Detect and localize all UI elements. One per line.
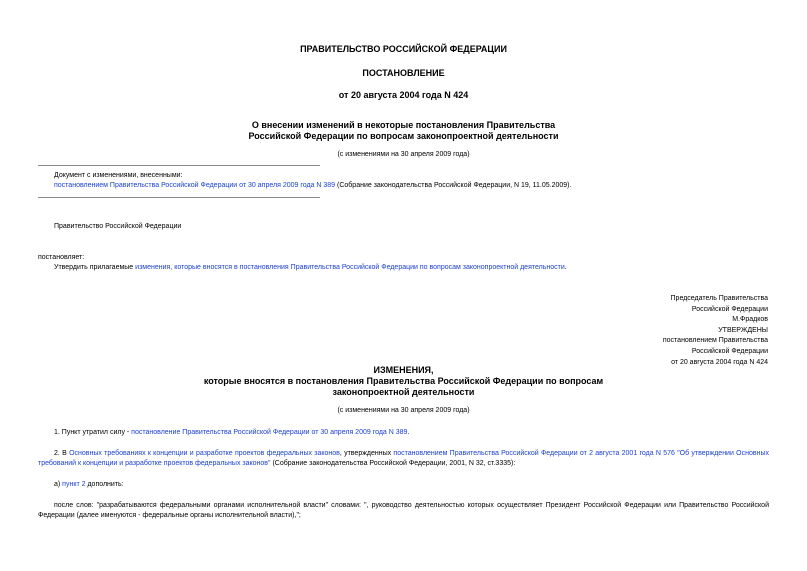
signature-name: М.Фрадков <box>732 316 768 324</box>
signature-org: Российской Федерации <box>691 305 768 313</box>
signature-title: Председатель Правительства <box>670 295 768 302</box>
divider-bottom <box>38 197 320 198</box>
changes-subtitle-line1: которые вносятся в постановления Правительства Российской Федерации по вопросам <box>203 376 604 386</box>
government-heading: ПРАВИТЕЛЬСТВО РОССИЙСКОЙ ФЕДЕРАЦИИ <box>300 44 507 54</box>
resolves-label: постановляет: <box>38 254 85 261</box>
amendment-source: (Собрание законодательства Российской Федерации, N 19, 11.05.2009). <box>335 182 572 189</box>
approved-org: Российской Федерации <box>691 347 768 355</box>
approved-by: постановлением Правительства <box>662 337 768 345</box>
changes-amended-note: (с изменениями на 30 апреля 2009 года) <box>337 407 470 414</box>
changes-link[interactable]: изменения, которые вносятся в постановления Правительства Российской Федерации по вопросам законопроектной деятельности <box>135 264 565 271</box>
amendment-link[interactable]: постановлением Правительства Российской Федерации от 30 апреля 2009 года N 389 <box>54 182 336 189</box>
document-title-line1: О внесении изменений в некоторые постановления Правительства <box>251 120 556 130</box>
changes-subtitle-line2: законопроектной деятельности <box>332 387 475 397</box>
document-date-number: от 20 августа 2004 года N 424 <box>338 90 469 100</box>
amended-note: (с изменениями на 30 апреля 2009 года) <box>337 151 470 158</box>
item-2-link-title[interactable]: "Об утверждении Основных требований к концепции и разработке проектов федеральных законов" <box>38 450 769 467</box>
signature-block <box>663 294 768 368</box>
approved-label: УТВЕРЖДЕНЫ <box>718 326 768 334</box>
approved-date: от 20 августа 2004 года N 424 <box>671 358 768 366</box>
item-2-link-resolution[interactable]: постановлением Правительства Российской Федерации от 2 августа 2001 года N 576 <box>393 450 675 457</box>
amendments-reference <box>54 181 571 191</box>
document-title-line2: Российской Федерации по вопросам законопроектной деятельности <box>248 131 559 141</box>
changes-title: ИЗМЕНЕНИЯ, <box>373 365 434 375</box>
government-rf: Правительство Российской Федерации <box>54 223 182 230</box>
amendments-label: Документ с изменениями, внесенными: <box>54 172 183 179</box>
item-a: а) пункт 2 дополнить: <box>54 481 124 488</box>
item-a-link[interactable]: пункт 2 <box>62 481 86 488</box>
divider-top <box>38 165 320 166</box>
item-2-link-requirements[interactable]: Основных требованиях к концепции и разработке проектов федеральных законов <box>69 450 340 457</box>
item-2: 2. В Основных требованиях к концепции и разработке проектов федеральных законов, утвержденных постановлением Правительства Российской Федерации от 2 августа 2001 года N 576 "Об утверждении Основных требований к концепции и разработке проектов федеральных законов" (Собрание законодательства Российской Федерации, 2001, N 32, ст.3335): <box>38 450 769 467</box>
document-type: ПОСТАНОВЛЕНИЕ <box>362 68 445 78</box>
approve-paragraph: Утвердить прилагаемые изменения, которые вносятся в постановления Правительства Российской Федерации по вопросам законопроектной деятельности. <box>54 264 567 271</box>
item-1-link[interactable]: постановление Правительства Российской Федерации от 30 апреля 2009 года N 389 <box>131 429 408 436</box>
item-a-text: после слов: "разрабатываются федеральными органами исполнительной власти" словами: ", руководство деятельностью которых осуществляет Президент Российской Федерации или Правительство Российской Федерации (далее именуются - федеральные органы исполнительной власти),"; <box>38 502 769 519</box>
item-1: 1. Пункт утратил силу - постановление Правительства Российской Федерации от 30 апреля 2009 года N 389. <box>54 429 410 436</box>
